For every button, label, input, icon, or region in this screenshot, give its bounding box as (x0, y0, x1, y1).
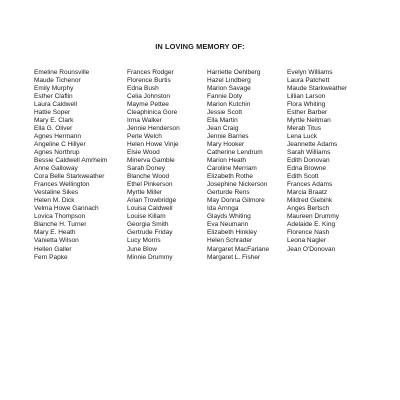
memorial-name: Evelyn Williams (287, 68, 333, 76)
memorial-name: Frances Adams (287, 181, 333, 189)
memorial-name: Marion Savage (207, 84, 251, 92)
memorial-name: Marion Heath (207, 157, 247, 165)
memorial-name: Maude Starkweather (287, 84, 347, 92)
memorial-name: Vanietta Wilson (34, 237, 79, 245)
memorial-name: Laura Caldwell (34, 100, 77, 108)
memorial-name: Gertrude Friday (127, 229, 173, 237)
memorial-name: Mary Hooker (207, 140, 245, 148)
memorial-name: Agnes Northrup (34, 148, 80, 156)
memorial-name: Jean Craig (207, 124, 239, 132)
memorial-name: Minnie Drummy (127, 253, 173, 261)
memorial-name: Margaret MacFarlane (207, 245, 270, 253)
names-column-4 (287, 69, 347, 254)
memorial-name: Lucy Morris (127, 237, 161, 245)
memorial-name: Esther Claflin (34, 92, 73, 100)
memorial-name: Laura Patchett (287, 76, 330, 84)
memorial-name: Hazel Lindberg (207, 76, 251, 84)
memorial-name: Mary E. Clark (34, 116, 74, 124)
memorial-name: Irma Walker (127, 116, 162, 124)
memorial-name: Elizabeth Hinkley (207, 229, 257, 237)
memorial-name: Jessie Scott (207, 108, 243, 116)
names-columns (34, 69, 374, 274)
memorial-name: Elsie Wood (127, 148, 160, 156)
memorial-name: Angeline C Hillyer (34, 140, 86, 148)
memorial-name: Florence Nash (287, 229, 330, 237)
memorial-name: Helen M. Dick (34, 197, 75, 205)
memorial-name: Minerva Gamble (127, 157, 175, 165)
memorial-name: Jennie Barnes (207, 132, 249, 140)
memorial-name: Harriette Oehlberg (207, 68, 261, 76)
memorial-name: Perle Welch (127, 132, 162, 140)
memorial-name: Gerturde Rens (207, 189, 250, 197)
memorial-name: Sarah Doney (127, 165, 165, 173)
memorial-name: Mildred Giebink (287, 197, 333, 205)
memorial-name: Helen Howe Vinje (127, 140, 179, 148)
memorial-name: Helen Schrader (207, 237, 253, 245)
memorial-name: May Donna Gilmore (207, 197, 265, 205)
memorial-name: Marion Kutchin (207, 100, 251, 108)
memorial-name: Celia Johnston (127, 92, 170, 100)
memorial-name: Lena Luck (287, 132, 317, 140)
memorial-name: Maude Tichenor (34, 76, 81, 84)
memorial-name: Frances Wellington (34, 181, 90, 189)
memorial-name: Louisa Caldwell (127, 205, 173, 213)
memorial-name: Frances Rodger (127, 68, 174, 76)
memorial-name: Eva Neumann (207, 221, 249, 229)
memorial-name: Arian Trowbridge (127, 197, 177, 205)
memorial-name: Mayme Pettee (127, 100, 169, 108)
memorial-name: Merab Titus (287, 124, 321, 132)
memorial-name: Flora Whiting (287, 100, 326, 108)
memorial-name: June Blow (127, 245, 157, 253)
names-column-3 (207, 69, 269, 262)
memorial-name: Blanche Wood (127, 173, 170, 181)
memorial-name: Fern Papke (34, 253, 68, 261)
memorial-name: Bessie Caldwell Amrheim (34, 157, 108, 165)
memorial-name: Elizabeth Rothe (207, 173, 253, 181)
memorial-name: Anne Galloway (34, 165, 78, 173)
memorial-name: Ella Martin (207, 116, 238, 124)
memorial-name: Fannie Doty (207, 92, 243, 100)
memorial-name: Glayds Whiting (207, 213, 251, 221)
memorial-name: Edna Bush (127, 84, 159, 92)
memorial-name: Florence Burtis (127, 76, 171, 84)
memorial-name: Emeline Rounsville (34, 68, 90, 76)
memorial-name: Ethel Pinkerson (127, 181, 173, 189)
memorial-name: Edna Browne (287, 165, 327, 173)
memorial-name: Jennie Henderson (127, 124, 180, 132)
memorial-name: Ella G. Oliver (34, 124, 73, 132)
memorial-name: Vestaline Sikes (34, 189, 79, 197)
memorial-name: Marcia Braatz (287, 189, 328, 197)
names-column-1 (34, 69, 107, 262)
memorial-name: Myrtle Miller (127, 189, 163, 197)
memorial-name: Adelaide E. King (287, 221, 336, 229)
memorial-name: Jean O'Donovan (287, 245, 336, 253)
names-column-2 (127, 69, 180, 262)
memorial-name: Anges Bertsch (287, 205, 330, 213)
memorial-name: Edith Donovan (287, 157, 330, 165)
memorial-name: Georgia Smith (127, 221, 169, 229)
memorial-name: Josephine Nickerson (207, 181, 268, 189)
memorial-name: Maureen Drummy (287, 213, 340, 221)
memorial-name: Caroline Merriam (207, 165, 257, 173)
memorial-name: Emily Murphy (34, 84, 74, 92)
memorial-name: Blanche H. Turner (34, 221, 87, 229)
memorial-name: Lovica Thompson (34, 213, 86, 221)
memorial-name: Cora Belle Starkweather (34, 173, 105, 181)
memorial-name: Margaret L. Fisher (207, 253, 261, 261)
memorial-name: Velma Howe Gannach (34, 205, 99, 213)
memorial-name: Agnes Hermann (34, 132, 81, 140)
memorial-name: Hattie Soper (34, 108, 71, 116)
page-title: IN LOVING MEMORY OF: (155, 42, 245, 51)
memorial-name: Jeannette Adams (287, 140, 338, 148)
memorial-name: Myrtle Neitman (287, 116, 331, 124)
memorial-name: Esther Barber (287, 108, 328, 116)
memorial-name: Louise Killam (127, 213, 166, 221)
memorial-name: Mary E. Heath (34, 229, 76, 237)
memorial-name: Catherine Lendrum (207, 148, 263, 156)
memorial-name: Edith Scott (287, 173, 319, 181)
memorial-name: Sarah Williams (287, 148, 331, 156)
memorial-name: Hellen Galler (34, 245, 72, 253)
memorial-name: Cleaphinica Gore (127, 108, 178, 116)
memorial-name: Ida Arnnga (207, 205, 239, 213)
memorial-name: Leona Nagler (287, 237, 327, 245)
memorial-name: Lillian Larson (287, 92, 326, 100)
